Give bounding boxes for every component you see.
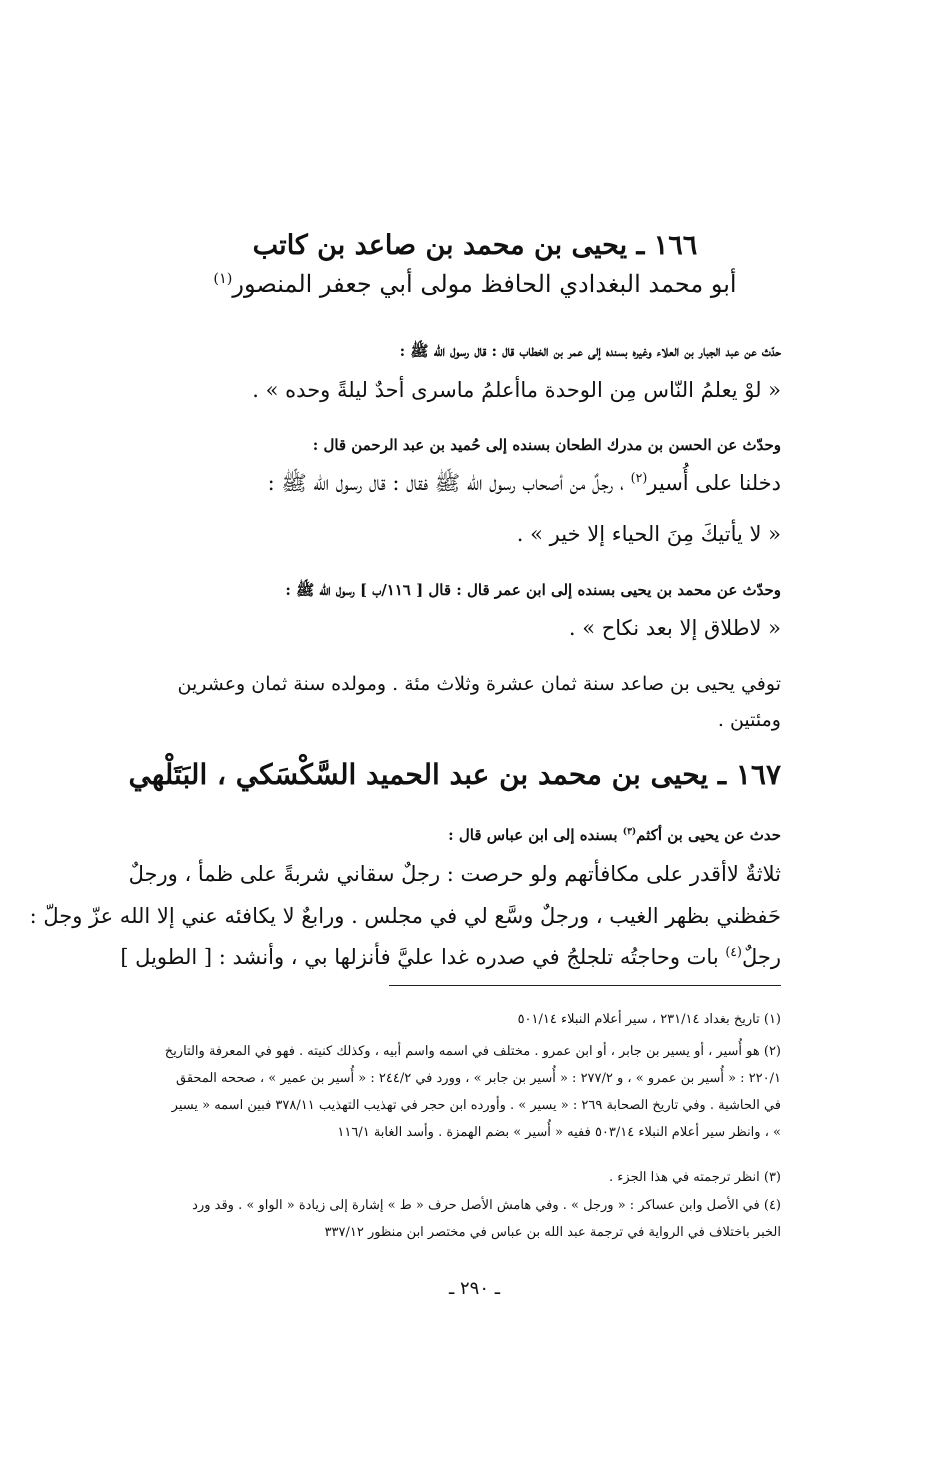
footnote-2: (٢) هو أُسير ، أو يسير بن جابر ، أو ابن عمرو . مختلف في اسمه واسم أبيه ، وكذلك كنيته . فهو في المعرفة والتاريخ ٢٢٠/١ : « أُسير بن عمرو » ، و ٢٧٧/٢ : « أُسير بن جابر » ، وورد في ٢٤٤/٢ : « أُسير بن عمير » ، صححه المحقق في الحاشية . وفي تاريخ الصحابة ٢٦٩ : « يسير » . وأورده ابن حجر في تهذيب التهذيب ٣٧٨/١١ فبين اسمه « يسير » ، وانظر سير أعلام النبلاء ٥٠٣/١٤ ففيه « أُسير » بضم الهمزة . وأسد الغابة ١١٦/١ [164,1044,781,1140]
matn-2a-after: ، رجلٌ من أصحاب رسول الله ﷺ فقال : قال رسول الله ﷺ : [267,471,631,495]
footnote-divider [389,985,781,986]
matn-2a-before: دخلنا على أُسير [647,471,781,495]
footnote-ref-4: (٤) [725,944,742,959]
entry-166-title: ١٦٦ ـ يحيى بن محمد بن صاعد بن كاتب [252,230,698,261]
isnad-167-after: بسنده إلى ابن عباس قال : [448,826,623,844]
footnote-3: (٣) انظر ترجمته في هذا الجزء . [609,1170,781,1185]
isnad-167-before: حدث عن يحيى بن أكثم [636,826,781,844]
text-167-line-1: ثلاثةٌ لاأقدر على مكافأتهم ولو حرصت : رجلٌ سقاني شربةً على ظمأ ، ورجلٌ [128,862,781,886]
isnad-1: حدّث عن عبد الجبار بن العلاء وغيره بسنده إلى عمر بن الخطاب قال : قال رسول الله ﷺ : [399,342,781,360]
matn-1: « لوْ يعلمُ النّاس مِن الوحدة ماأعلمُ ماسرى أحدٌ ليلةً وحده » . [252,378,781,402]
isnad-2: وحدّث عن الحسن بن مدرك الطحان بسنده إلى حُميد بن عبد الرحمن قال : [312,436,781,454]
text-167-line-3 [120,944,781,969]
isnad-3: وحدّث عن محمد بن يحيى بسنده إلى ابن عمر قال : قال [ ١١٦/ب ] رسول الله ﷺ : [285,581,781,599]
matn-2a [169,470,781,501]
entry-166-subtitle [169,270,781,298]
entry-167-title: ١٦٧ ـ يحيى بن محمد بن عبد الحميد السَّكْسَكي ، البَتَلْهي [128,758,781,791]
footnote-4: (٤) في الأصل وابن عساكر : « ورجل » . وفي هامش الأصل حرف « ط » إشارة إلى زيادة « الواو » . وقد ورد الخبر باختلاف في الرواية في ترجمة عبد الله بن عباس في مختصر ابن منظور ٣٣٧/١٢ [192,1198,781,1240]
death-note: توفي يحيى بن صاعد سنة ثمان عشرة وثلاث مئة . ومولده سنة ثمان وعشرين ومئتين . [177,673,781,731]
matn-2b: « لا يأتيكَ مِنَ الحياء إلا خير » . [516,522,781,546]
entry-166-subtitle-text: أبو محمد البغدادي الحافظ مولى أبي جعفر المنصور [232,270,737,298]
matn-3: « لاطلاق إلا بعد نكاح » . [568,616,781,640]
footnote-ref-3: (٣) [622,827,637,837]
text-167-line-3-before: رجلٌ [741,945,781,969]
text-167-line-3-after: بات وحاجتُه تلجلجُ في صدره غدا عليَّ فأنزلها بي ، وأنشد : [ الطويل ] [120,945,726,969]
footnote-ref-1: (١) [213,271,233,287]
text-167-line-2: حَفظني بظهر الغيب ، ورجلٌ وسَّع لي في مجلس . ورابعٌ لا يكافئه عني إلا الله عزّ وجلّ : [29,904,781,928]
page-number: ـ ٢٩٠ ـ [448,1278,500,1299]
footnote-1: (١) تاريخ بغداد ٢٣١/١٤ ، سير أعلام النبلاء ٥٠١/١٤ [517,1012,781,1027]
footnote-ref-2: (٢) [630,470,648,485]
isnad-167 [169,826,781,844]
